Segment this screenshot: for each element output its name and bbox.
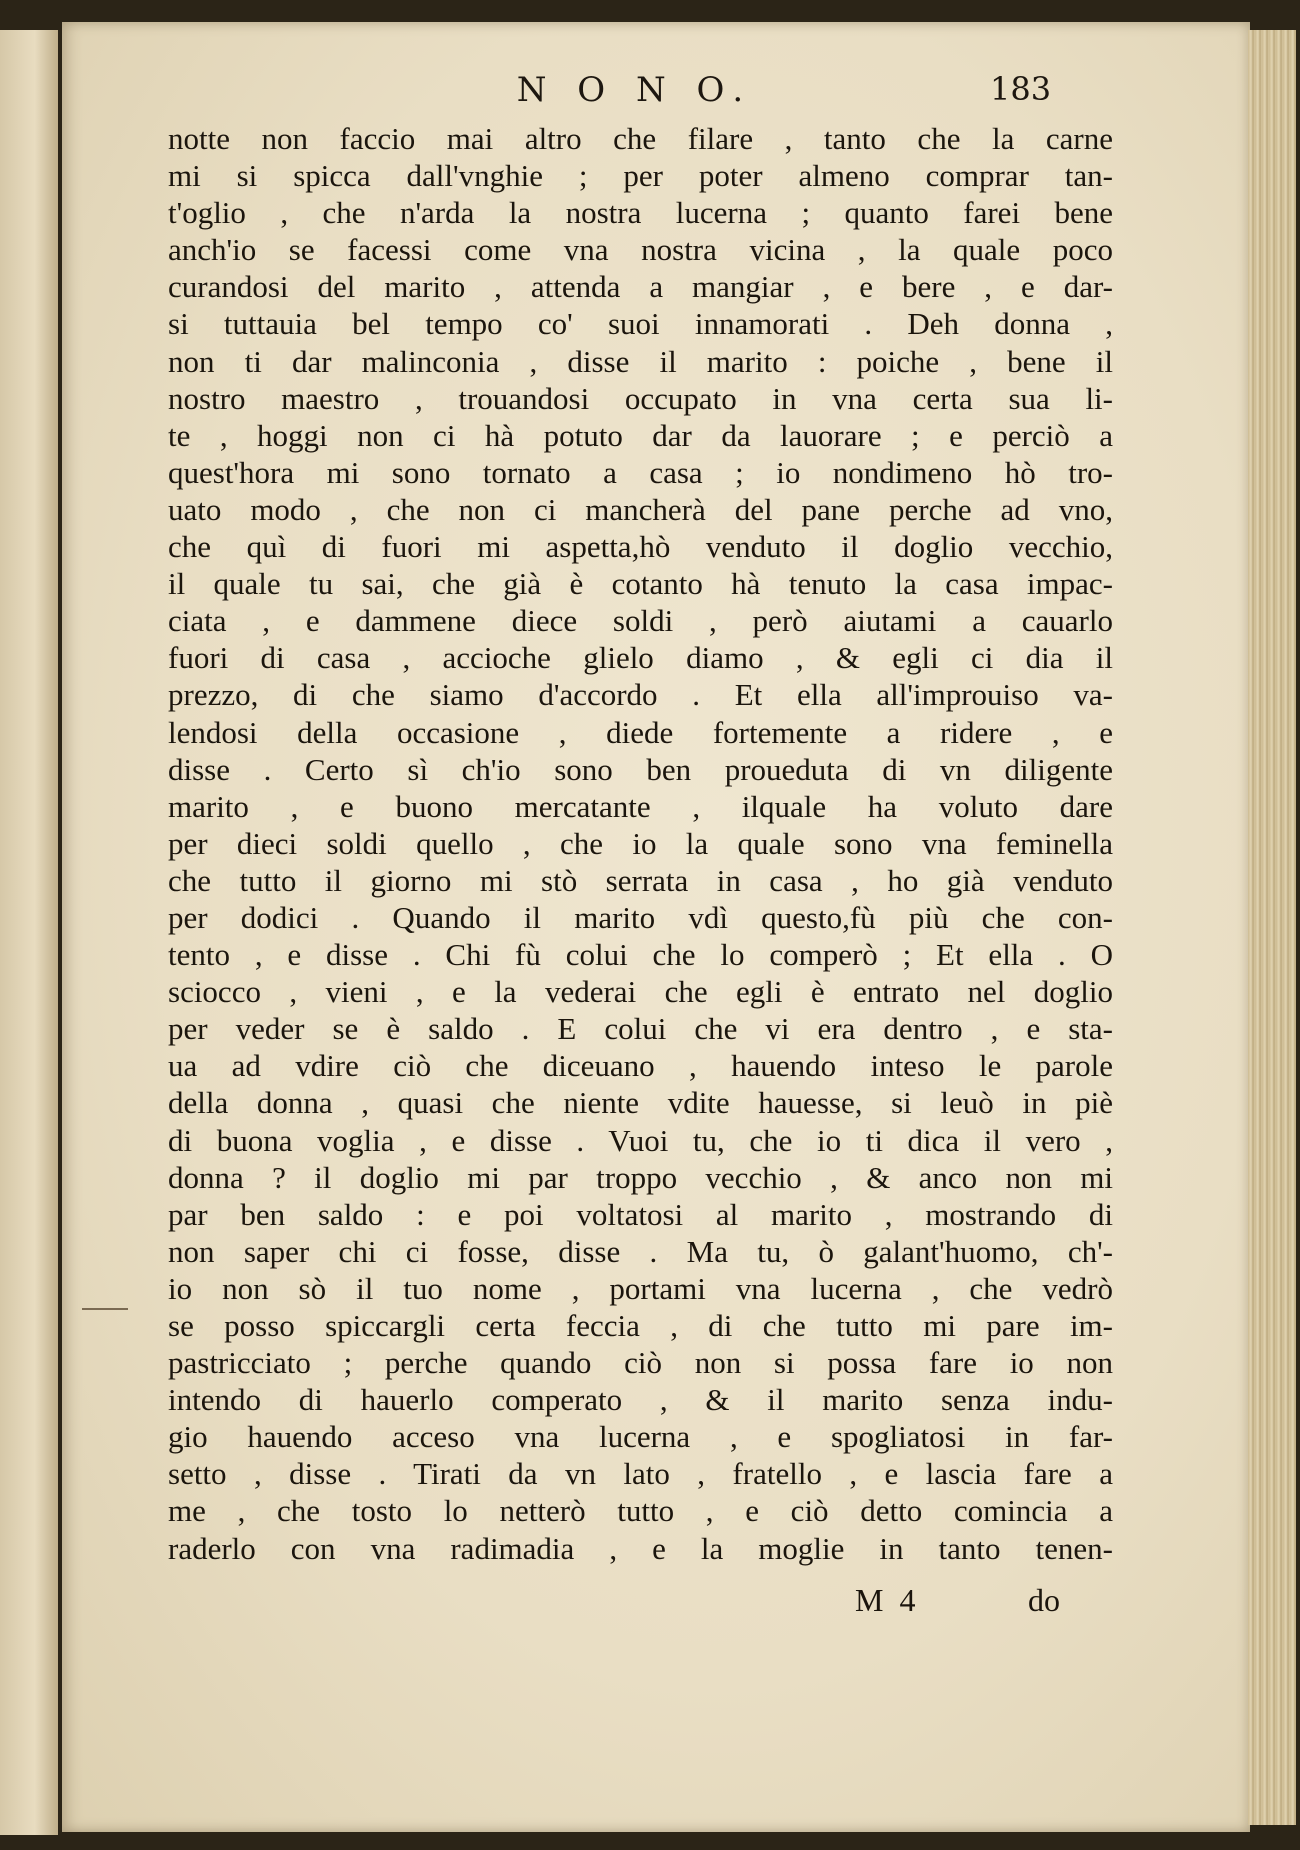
text-line: te , hoggi non ci hà potuto dar da lauorare ; e perciò a [168,417,1113,453]
text-line: disse . Certo sì ch'io sono ben proueduta di vn diligente [168,751,1113,787]
text-line: marito , e buono mercatante , ilquale ha voluto dare [168,788,1113,824]
text-line: raderlo con vna radimadia , e la moglie in tanto tenen- [168,1530,1113,1566]
text-line: t'oglio , che n'arda la nostra lucerna ; quanto farei bene [168,195,1113,231]
text-line: lendosi della occasione , diede fortemente a ridere , e [168,714,1113,750]
text-line: curandosi del marito , attenda a mangiar , e bere , e dar- [168,269,1113,305]
text-line: quest'hora mi sono tornato a casa ; io nondimeno hò tro- [168,454,1113,490]
text-line: della donna , quasi che niente vdite hauesse, si leuò in piè [168,1085,1113,1121]
text-line: pastricciato ; perche quando ciò non si possa fare io non [168,1345,1113,1381]
text-line: che quì di fuori mi aspetta,hò venduto il doglio vecchio, [168,529,1113,565]
text-line: ua ad vdire ciò che diceuano , hauendo inteso le parole [168,1048,1113,1084]
text-line: prezzo, di che siamo d'accordo . Et ella all'improuiso va- [168,677,1113,713]
text-line: mi si spicca dall'vnghie ; per poter almeno comprar tan- [168,158,1113,194]
text-line: per dieci soldi quello , che io la quale sono vna feminella [168,825,1113,861]
text-line: intendo di hauerlo comperato , & il marito senza indu- [168,1382,1113,1418]
text-line: uato modo , che non ci mancherà del pane perche ad vno, [168,491,1113,527]
text-line: il quale tu sai, che già è cotanto hà tenuto la casa impac- [168,566,1113,602]
text-line: di buona voglia , e disse . Vuoi tu, che io ti dica il vero , [168,1122,1113,1158]
text-line: notte non faccio mai altro che filare , tanto che la carne [168,121,1113,156]
text-line: che tutto il giorno mi stò serrata in casa , ho già venduto [168,862,1113,898]
text-line: nostro maestro , trouandosi occupato in vna certa sua li- [168,380,1113,416]
text-line: per veder se è saldo . E colui che vi era dentro , e sta- [168,1011,1113,1047]
margin-pencil-mark [82,1308,128,1310]
text-line: setto , disse . Tirati da vn lato , fratello , e lascia fare a [168,1456,1113,1492]
text-line: si tuttauia bel tempo co' suoi innamorati . Deh donna , [168,306,1113,342]
body-text [168,120,1113,1567]
text-line: donna ? il doglio mi par troppo vecchio , & anco non mi [168,1159,1113,1195]
text-line: non saper chi ci fosse, disse . Ma tu, ò galant'huomo, ch'- [168,1233,1113,1269]
facing-page-edge [0,30,58,1835]
text-line: sciocco , vieni , e la vederai che egli è entrato nel doglio [168,974,1113,1010]
page-number: 183 [990,70,1052,108]
signature-mark: M 4 [855,1582,920,1618]
text-line: me , che tosto lo netterò tutto , e ciò detto comincia a [168,1493,1113,1529]
text-line: io non sò il tuo nome , portami vna lucerna , che vedrò [168,1270,1113,1306]
text-line: tento , e disse . Chi fù colui che lo comperò ; Et ella . O [168,937,1113,973]
text-line: non ti dar malinconia , disse il marito : poiche , bene il [168,343,1113,379]
page-stack-edges [1248,30,1296,1825]
text-line: gio hauendo acceso vna lucerna , e spogliatosi in far- [168,1419,1113,1455]
text-line: per dodici . Quando il marito vdì questo,fù più che con- [168,899,1113,935]
text-line: se posso spiccargli certa feccia , di che tutto mi pare im- [168,1308,1113,1343]
text-line: fuori di casa , accioche glielo diamo , & egli ci dia il [168,640,1113,676]
running-head: N O N O. [516,70,754,110]
text-line: anch'io se facessi come vna nostra vicina , la quale poco [168,232,1113,268]
catchword: do [1028,1582,1060,1618]
text-line: par ben saldo : e poi voltatosi al marito , mostrando di [168,1196,1113,1232]
text-line: ciata , e dammene diece soldi , però aiutami a cauarlo [168,603,1113,639]
